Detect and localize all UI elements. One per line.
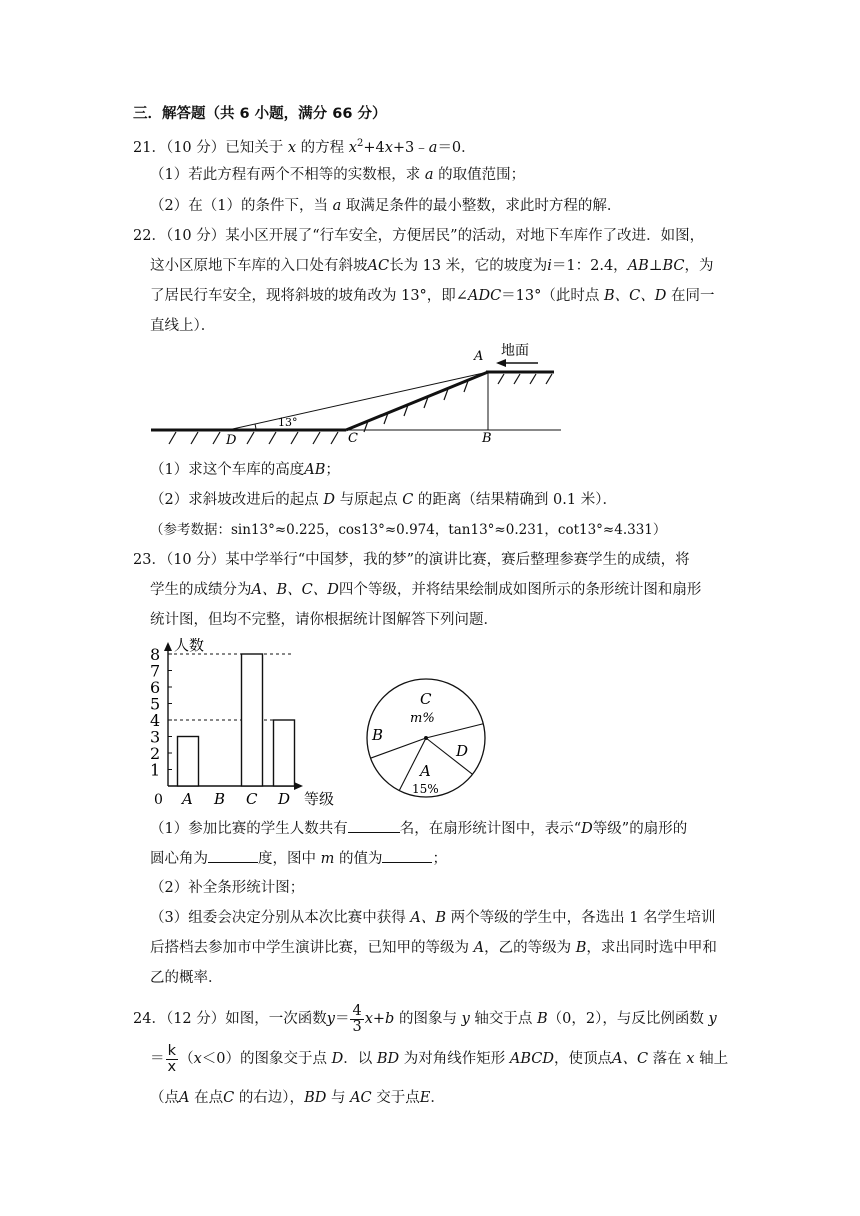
q24-text: ＝: [150, 1051, 165, 1067]
fraction-denominator: x: [167, 1058, 177, 1075]
q23-line2: [150, 580, 701, 600]
fraction-denominator: 3: [352, 1018, 362, 1035]
q22-part1-var: AB: [304, 462, 326, 478]
q24-var: BD: [304, 1090, 327, 1106]
q22-text: 长为 13 米，它的坡度为: [389, 258, 548, 274]
slope-ad: [228, 372, 488, 430]
q22-part1-text: ；: [325, 462, 340, 478]
q22-line1: [133, 226, 704, 246]
bar-category-label: D: [278, 790, 291, 808]
q22-part2-text: 与原起点: [339, 492, 398, 508]
q21-part1: [150, 165, 525, 185]
q21-points: （10 分）: [165, 139, 226, 156]
q22-line3: [150, 286, 714, 306]
q21-part2-text: 取满足条件的最小整数，求此时方程的解．: [345, 198, 622, 214]
q22-part2-text: （2）求斜坡改进后的起点: [150, 492, 319, 508]
answer-blank-count[interactable]: [348, 818, 400, 833]
q23-part3-text: ，乙的等级为: [484, 940, 572, 956]
bar-category-label: B: [214, 790, 226, 808]
q24-text: ．以: [343, 1051, 373, 1067]
q24-var: b: [385, 1011, 395, 1027]
bar-y-tick-label: 1: [150, 760, 161, 780]
q24-var: y: [461, 1011, 470, 1027]
q21-part1-text: （1）若此方程有两个不相等的实数根，求: [150, 167, 421, 183]
q24-text: 与: [330, 1090, 346, 1106]
q22-var: B、C、D: [603, 288, 667, 304]
q22-text: ⊥: [648, 258, 663, 274]
pie-label: D: [456, 742, 469, 760]
bar-y-tick-label: 4: [150, 711, 161, 730]
q24-var: y: [708, 1011, 717, 1027]
q24-line1: [133, 1002, 717, 1036]
q24-text: ，使顶点: [554, 1051, 612, 1067]
q22-text: 在同一: [670, 288, 715, 304]
q21-eq-sup: 2: [356, 138, 364, 149]
q22-var: i: [547, 258, 552, 274]
fraction-numerator: k: [166, 1044, 179, 1060]
q22-part2-var: C: [402, 492, 414, 508]
q23-part1-text: （1）参加比赛的学生人数共有: [150, 821, 348, 837]
q21-part2-var: a: [332, 198, 342, 214]
q21-eq: ＝0．: [437, 139, 476, 156]
q23-part1-text: 等级”的扇形的: [592, 821, 688, 837]
pie-label: A: [420, 762, 431, 780]
answer-blank-angle[interactable]: [208, 848, 258, 863]
q24-text: ＜0）的图象交于点: [201, 1051, 328, 1067]
q24-text: 交于点: [376, 1090, 420, 1106]
q24-text: 的右边），: [238, 1090, 305, 1106]
q24-var: AC: [350, 1090, 372, 1106]
q21-eq: x: [348, 139, 357, 156]
pie-label: m%: [410, 711, 435, 726]
label-d: D: [226, 433, 237, 448]
q21-number: 21．: [133, 139, 166, 156]
fraction-numerator: 4: [352, 1002, 362, 1019]
q22-var: AC: [367, 258, 390, 274]
q24-var: A、C: [612, 1051, 649, 1067]
q22-var: BC: [662, 258, 685, 274]
q23-part1-text: 度，图中: [258, 851, 316, 867]
q22-slope-figure: [146, 340, 566, 452]
q23-part3-var: A: [473, 940, 485, 956]
bar-category-label: A: [182, 790, 193, 808]
q24-text: 落在: [652, 1051, 682, 1067]
fraction-k-over-x: [166, 1044, 179, 1075]
q24-var: B: [536, 1011, 548, 1027]
label-b: B: [482, 431, 492, 446]
q23-part3-text: 后搭档去参加市中学生演讲比赛，已知甲的等级为: [150, 940, 469, 956]
label-c: C: [348, 431, 358, 446]
q22-var: AB: [627, 258, 649, 274]
fraction-four-thirds: [350, 1004, 363, 1035]
q22-text: ＝13°（此时点: [501, 288, 600, 304]
bar-c: [242, 654, 263, 786]
q24-text: 为对角线作矩形: [403, 1051, 506, 1067]
bar-y-tick-label: 5: [150, 694, 161, 714]
q23-part3-cont: [150, 938, 717, 958]
q24-text: ＝: [334, 1011, 350, 1027]
q24-text: 在点: [194, 1090, 224, 1106]
q21-eq: +3﹣: [392, 139, 429, 156]
q21-stem: [133, 134, 476, 158]
q22-part2-text: 的距离（结果精确到 0.1 米）．: [417, 492, 617, 508]
q24-text: +: [372, 1011, 386, 1027]
q22-part1-text: （1）求这个车库的高度: [150, 462, 305, 478]
ground-hatching: [169, 432, 338, 444]
q22-text: （10 分）某小区开展了“行车安全，方便居民”的活动，对地下车库作了改进．如图，: [165, 228, 705, 244]
q24-text: （点: [150, 1090, 179, 1106]
q22-line4: 直线上）．: [150, 318, 216, 334]
q22-part2: [150, 490, 617, 510]
q24-text: （12 分）如图，一次函数: [165, 1011, 327, 1027]
pie-label: C: [420, 690, 432, 708]
q24-line2: [150, 1042, 728, 1076]
answer-blank-m[interactable]: [382, 848, 432, 863]
q21-part1-var: a: [424, 167, 434, 183]
q24-text: （0，2），与反比例函数: [547, 1011, 704, 1027]
bar-y-tick-label: 3: [150, 727, 161, 747]
bar-y-tick-label: 6: [150, 678, 161, 697]
q21-part1-text: 的取值范围；: [438, 167, 526, 183]
q22-line2: [150, 256, 714, 276]
q23-part1-text: 名，在扇形统计图中，表示“: [399, 821, 582, 837]
q22-part2-var: D: [323, 492, 335, 508]
q24-var: A: [179, 1090, 190, 1106]
q22-text: ＝1：2.4，: [551, 258, 628, 274]
q23-part1-var: D: [581, 821, 593, 837]
q24-number: 24．: [133, 1011, 166, 1027]
q24-var: E: [419, 1090, 431, 1106]
q23-part3-var: A、B: [410, 910, 446, 926]
q23-part1-var: m: [320, 851, 335, 867]
q23-number: 23．: [133, 552, 166, 568]
y-axis-arrow-icon: [164, 642, 172, 651]
q23-text: 四个等级，并将结果绘制成如图所示的条形统计图和扇形: [338, 582, 702, 598]
q23-line3: 统计图，但均不完整，请你根据统计图解答下列问题．: [150, 612, 498, 628]
x-axis-arrow-icon: [294, 782, 303, 790]
label-angle: 13°: [278, 416, 298, 429]
q21-part2-text: （2）在（1）的条件下，当: [150, 198, 328, 214]
q23-var: A、B、C、D: [251, 582, 339, 598]
bar-origin-label: 0: [154, 792, 163, 808]
q23-part2: （2）补全条形统计图；: [150, 880, 305, 896]
q21-text: 的方程: [300, 139, 345, 156]
bar-a: [178, 737, 199, 787]
q21-var: x: [287, 139, 297, 156]
bar-d: [274, 720, 295, 786]
q22-reference-data: （参考数据：sin13°≈0.225，cos13°≈0.974，tan13°≈0.231，cot13°≈4.331）: [150, 522, 667, 538]
q23-part1-text: 的值为: [338, 851, 383, 867]
q24-text: 轴上: [699, 1051, 729, 1067]
q24-var: D: [331, 1051, 344, 1067]
q21-eq: x: [384, 139, 393, 156]
arrow-head-icon: [496, 359, 506, 367]
q24-var: y: [326, 1011, 335, 1027]
q22-text: ，为: [684, 258, 714, 274]
q23-part3-text: （3）组委会决定分别从本次比赛中获得: [150, 910, 406, 926]
bar-y-tick-label: 8: [150, 645, 161, 664]
q24-var: BD: [376, 1051, 400, 1067]
q23-part1-text: ；: [432, 851, 447, 867]
q23-part3-var: B: [575, 940, 587, 956]
q23-part1-text: 圆心角为: [150, 851, 208, 867]
q24-var: x: [193, 1051, 202, 1067]
q24-text: 的图象与: [398, 1011, 457, 1027]
q22-text: 这小区原地下车库的入口处有斜坡: [150, 258, 368, 274]
q23-text: （10 分）某中学举行“中国梦，我的梦”的演讲比赛，赛后整理参赛学生的成绩，将: [165, 552, 690, 568]
top-hatching: [498, 374, 552, 384]
q23-bar-chart: [146, 638, 346, 810]
q22-part1: [150, 460, 340, 480]
pie-center-dot: [424, 736, 428, 740]
q24-var: x: [686, 1051, 695, 1067]
slope-hatching: [364, 381, 468, 432]
q21-eq: +4: [363, 139, 385, 156]
q23-part3-text: 两个等级的学生中，各选出 1 名学生培训: [450, 910, 716, 926]
q23-pie-chart: [362, 652, 490, 804]
bar-y-label: 人数: [174, 638, 205, 654]
q22-var: ADC: [467, 288, 502, 304]
bar-x-label: 等级: [304, 790, 335, 808]
q23-part1-cont: [150, 848, 447, 869]
q24-var: ABCD: [509, 1051, 554, 1067]
q24-var: C: [223, 1090, 235, 1106]
q24-text: ．: [430, 1090, 445, 1106]
bar-y-tick-label: 7: [150, 661, 161, 681]
q21-eq: a: [428, 139, 438, 156]
q23-part3-end: 乙的概率．: [150, 970, 223, 986]
q22-text: 了居民行车安全，现将斜坡的坡角改为 13°，即∠: [150, 288, 468, 304]
q24-line3: [150, 1088, 445, 1108]
q23-line1: [133, 550, 690, 570]
bar-y-tick-label: 2: [150, 744, 161, 763]
pie-label: 15%: [412, 782, 439, 796]
q21-text: 已知关于: [225, 139, 284, 156]
q24-text: 轴交于点: [474, 1011, 533, 1027]
q24-text: （: [179, 1051, 194, 1067]
bar-category-label: C: [246, 790, 258, 808]
pie-label: B: [372, 726, 384, 744]
label-a: A: [474, 349, 484, 364]
q23-part3: [150, 908, 716, 928]
q23-part3-text: ，求出同时选中甲和: [586, 940, 717, 956]
q21-part2: [150, 196, 621, 216]
q22-number: 22．: [133, 228, 166, 244]
q24-var: x: [364, 1011, 373, 1027]
q23-text: 学生的成绩分为: [150, 582, 252, 598]
label-ground: 地面: [501, 343, 529, 359]
q23-part1: [150, 818, 687, 839]
section-heading: 三．解答题（共 6 小题，满分 66 分）: [133, 106, 387, 122]
